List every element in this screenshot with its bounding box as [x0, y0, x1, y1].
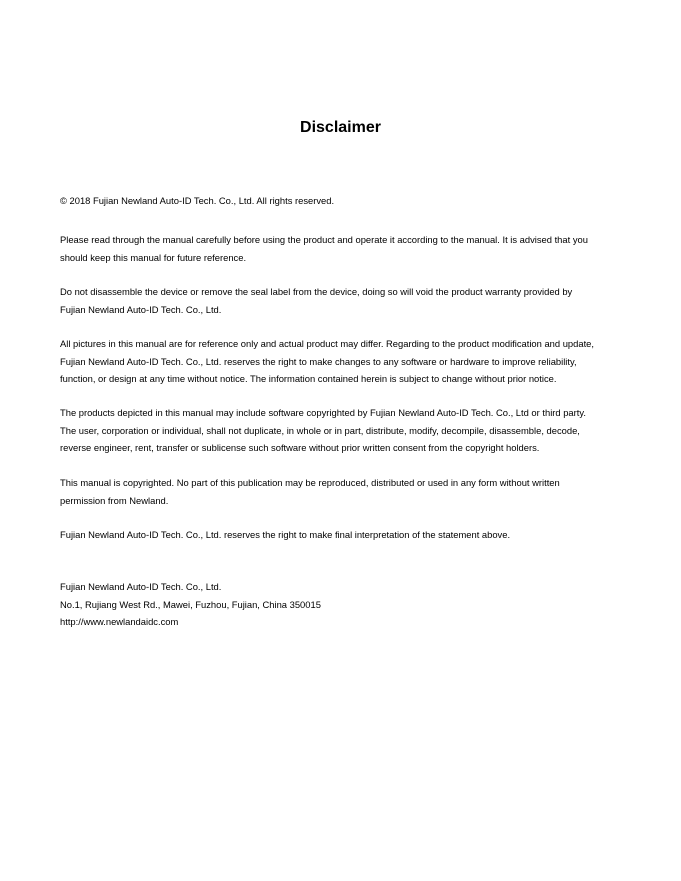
paragraph-line: The user, corporation or individual, shall not duplicate, in whole or in part, distribute, modify, decompile, disassemble, decode, — [60, 424, 580, 436]
paragraph-warranty — [60, 283, 626, 318]
paragraph-line: Please read through the manual carefully before using the product and operate it according to the manual. It is advised that you — [60, 234, 588, 245]
contact-block — [60, 578, 626, 631]
paragraph-line: should keep this manual for future reference. — [60, 251, 247, 263]
company-name: Fujian Newland Auto-ID Tech. Co., Ltd. — [60, 581, 222, 592]
company-address: No.1, Rujiang West Rd., Mawei, Fuzhou, Fujian, China 350015 — [60, 598, 321, 610]
paragraph-line: Fujian Newland Auto-ID Tech. Co., Ltd. — [60, 303, 222, 315]
company-website-link[interactable]: http://www.newlandaidc.com — [60, 616, 179, 628]
paragraph-line: Fujian Newland Auto-ID Tech. Co., Ltd. reserves the right to make changes to any software or hardware to improve reliability, — [60, 355, 577, 367]
paragraph-read-manual — [60, 231, 626, 266]
paragraph-line: This manual is copyrighted. No part of this publication may be reproduced, distributed or used in any form without written — [60, 477, 560, 488]
paragraph-line: Do not disassemble the device or remove the seal label from the device, doing so will void the product warranty provided by — [60, 286, 573, 297]
copyright-line: © 2018 Fujian Newland Auto-ID Tech. Co., Ltd. All rights reserved. — [60, 195, 335, 206]
paragraph-line: reverse engineer, rent, transfer or sublicense such software without prior written consent from the copyright holders. — [60, 442, 540, 454]
paragraph-copyright — [60, 474, 626, 509]
paragraph-line: All pictures in this manual are for reference only and actual product may differ. Regarding to the product modification and update, — [60, 338, 594, 349]
paragraph-line: function, or design at any time without notice. The information contained herein is subject to change without prior notice. — [60, 373, 557, 385]
paragraph-pictures — [60, 335, 626, 388]
paragraph-line: permission from Newland. — [60, 494, 169, 506]
paragraph-interpretation — [60, 526, 626, 544]
page-title: Disclaimer — [300, 119, 381, 136]
copyright-notice — [60, 192, 626, 210]
paragraph-software — [60, 404, 626, 457]
paragraph-line: Fujian Newland Auto-ID Tech. Co., Ltd. reserves the right to make final interpretation of the statement above. — [60, 529, 511, 540]
paragraph-line: The products depicted in this manual may include software copyrighted by Fujian Newland Auto-ID Tech. Co., Ltd or third party. — [60, 407, 586, 418]
